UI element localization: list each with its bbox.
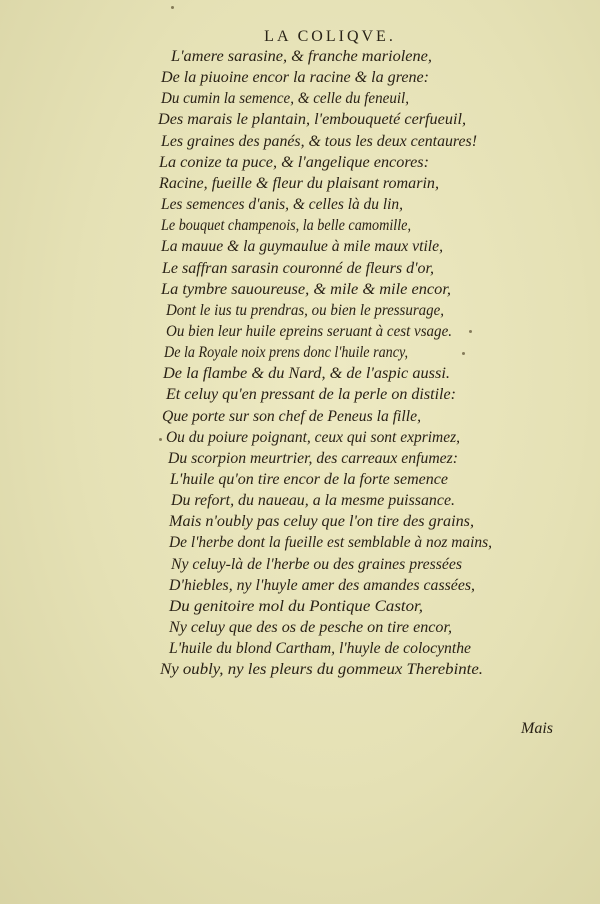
verse-line: Du refort, du naueau, a la mesme puissance. [171,490,455,510]
verse-line: Et celuy qu'en pressant de la perle on distile: [166,384,456,404]
verse-line: La tymbre sauoureuse, & mile & mile encor, [161,278,451,298]
verse-line: La mauue & la guymaulue à mile maux vtile, [161,236,443,256]
ink-speck [462,352,465,355]
verse-line: Ou bien leur huile epreins seruant à cest vsage. [166,320,452,340]
verse-line: Le bouquet champenois, la belle camomille, [161,215,411,235]
verse-line: Des marais le plantain, l'embouqueté cerfueuil, [158,109,466,129]
verse-line: La conize ta puce, & l'angelique encores: [159,151,429,171]
verse-line: Ou du poiure poignant, ceux qui sont exprimez, [166,426,460,446]
verse-line: Le saffran sarasin couronné de fleurs d'or, [162,257,434,277]
verse-line: De la flambe & du Nard, & de l'aspic aussi. [163,363,450,383]
verse-line: Ny celuy que des os de pesche on tire encor, [169,617,452,637]
verse-line: Ny celuy-là de l'herbe ou des graines pressées [171,553,462,573]
verse-line: Ny oubly, ny les pleurs du gommeux Therebinte. [160,659,483,679]
catchword: Mais [521,720,553,737]
verse-line: De la Royale noix prens donc l'huile rancy, [164,342,408,362]
verse-line: De la piuoine encor la racine & la grene: [161,67,429,87]
verse-line: L'amere sarasine, & franche mariolene, [171,46,432,65]
verse-line: Les graines des panés, & tous les deux centaures! [161,130,477,150]
verse-line: Du cumin la semence, & celle du feneuil, [161,88,409,108]
verse-line: Que porte sur son chef de Peneus la fille, [162,405,421,425]
verse-line: L'huile du blond Cartham, l'huyle de colocynthe [169,638,471,658]
ink-speck [159,438,162,441]
verse-line: Du genitoire mol du Pontique Castor, [169,595,423,615]
verse-line: Dont le ius tu prendras, ou bien le pressurage, [166,299,444,319]
verse-line: Mais n'oubly pas celuy que l'on tire des grains, [169,511,474,531]
running-head: LA COLIQVE. [264,28,396,45]
verse-line: Du scorpion meurtrier, des carreaux enfumez: [168,447,458,467]
verse-line: D'hiebles, ny l'huyle amer des amandes cassées, [169,574,475,594]
verse-line: De l'herbe dont la fueille est semblable à noz mains, [169,532,492,552]
ink-speck [469,330,472,333]
ink-speck [171,6,174,9]
verse-line: Les semences d'anis, & celles là du lin, [161,194,403,214]
verse-line: L'huile qu'on tire encor de la forte semence [170,469,448,488]
verse-line: Racine, fueille & fleur du plaisant romarin, [159,172,439,192]
